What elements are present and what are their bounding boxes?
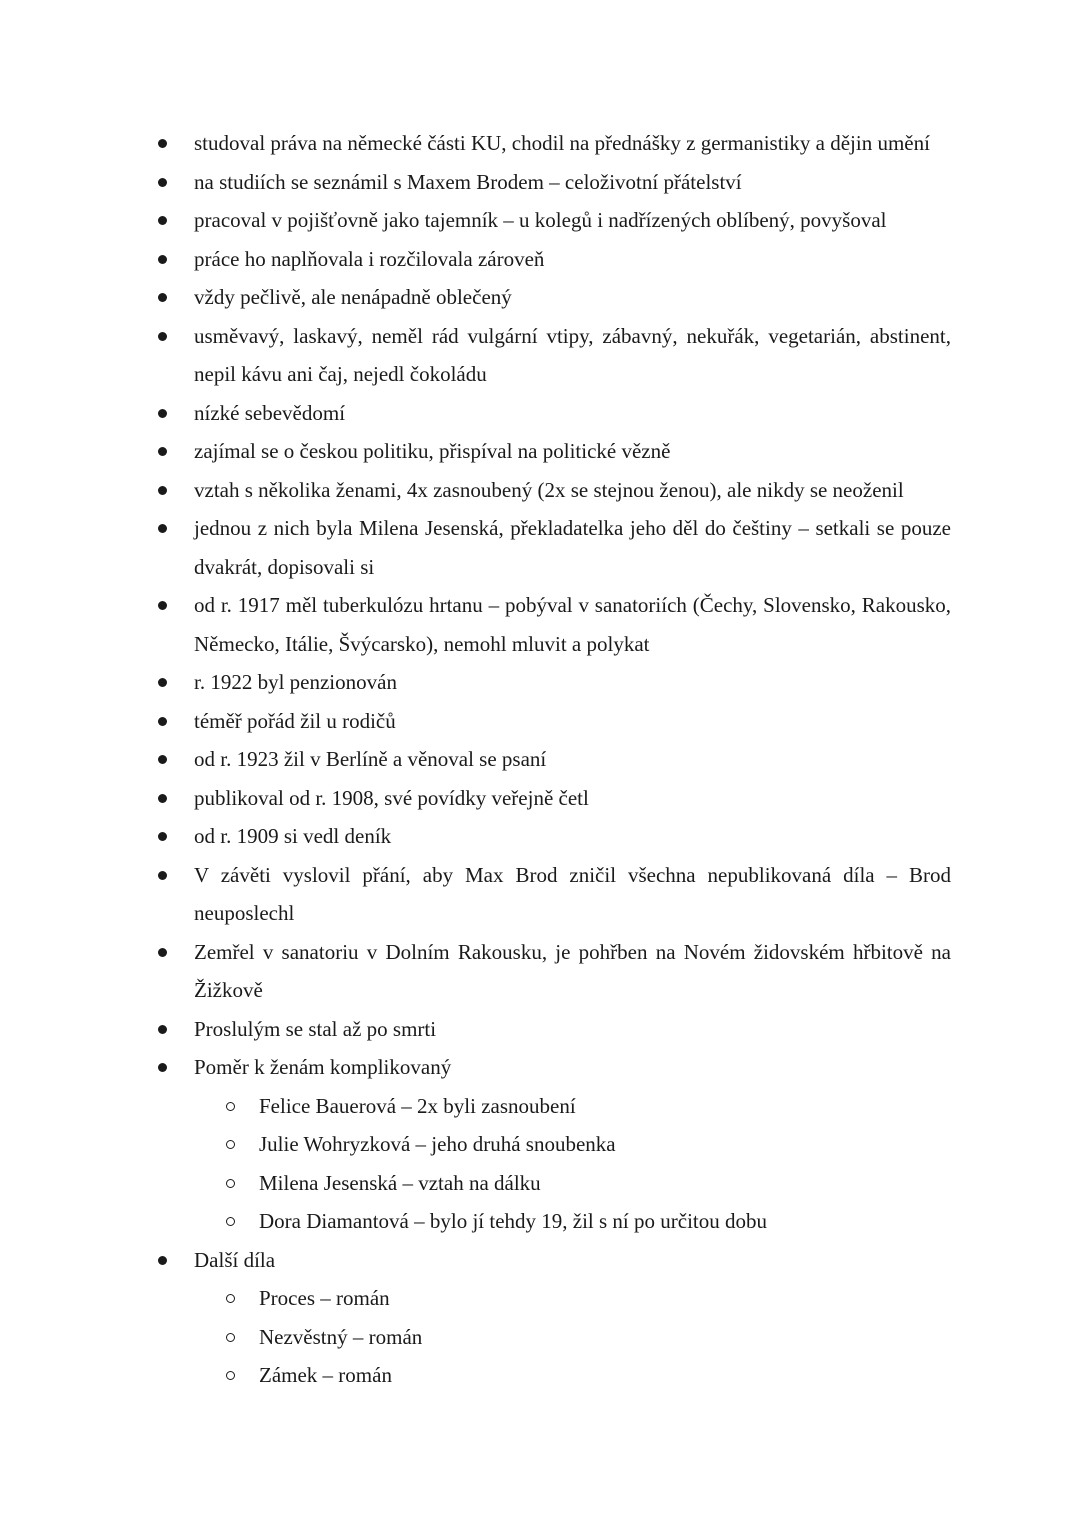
circle-bullet-icon xyxy=(226,1102,235,1111)
bullet-icon xyxy=(158,447,167,456)
list-item xyxy=(0,933,951,1010)
list-item-text: práce ho naplňovala i rozčilovala zároveň xyxy=(194,246,545,271)
bullet-icon xyxy=(158,486,167,495)
women-sublist-container xyxy=(0,1087,1080,1241)
list-item xyxy=(0,779,951,818)
bullet-icon xyxy=(158,871,167,880)
list-item-text: zajímal se o českou politiku, přispíval na politické vězně xyxy=(194,439,671,463)
document-page xyxy=(0,124,1080,1395)
bullet-icon xyxy=(158,832,167,841)
sublist-item-text: Zámek – román xyxy=(259,1363,392,1387)
bullet-icon xyxy=(158,794,167,803)
list-item xyxy=(0,856,951,933)
bullet-icon xyxy=(158,409,167,418)
list-item-text: od r. 1923 žil v Berlíně a věnoval se psaní xyxy=(194,747,547,771)
sublist-item-text: Nezvěstný – román xyxy=(259,1324,423,1349)
bullet-icon xyxy=(158,755,167,764)
bullet-icon xyxy=(158,255,167,264)
list-item-works xyxy=(0,1241,951,1280)
list-item xyxy=(0,163,951,202)
works-sublist xyxy=(0,1279,1080,1395)
circle-bullet-icon xyxy=(226,1294,235,1303)
sublist-item xyxy=(0,1279,951,1318)
sublist-item xyxy=(0,1087,951,1126)
list-item-women xyxy=(0,1048,951,1087)
bullet-icon xyxy=(158,293,167,302)
sublist-item xyxy=(0,1202,951,1241)
list-item xyxy=(0,586,951,663)
list-item-text: vždy pečlivě, ale nenápadně oblečený xyxy=(194,285,512,309)
list-item-text: pracoval v pojišťovně jako tajemník – u kolegů i nadřízených oblíbený, povyšoval xyxy=(194,208,887,232)
bullet-icon xyxy=(158,1063,167,1072)
list-item xyxy=(0,663,951,702)
list-item-text: publikoval od r. 1908, své povídky veřejně četl xyxy=(194,785,589,810)
list-item xyxy=(0,201,951,240)
list-item-text: r. 1922 byl penzionován xyxy=(194,670,397,694)
list-item xyxy=(0,471,951,510)
list-item-text: od r. 1917 měl tuberkulózu hrtanu – pobýval v sanatoriích (Čechy, Slovensko, Rakousko, Německo, Itálie, Švýcarsko), nemohl mluvit a polykat xyxy=(194,593,951,656)
bullet-icon xyxy=(158,948,167,957)
list-item xyxy=(0,394,951,433)
sublist-item xyxy=(0,1318,951,1357)
circle-bullet-icon xyxy=(226,1333,235,1342)
list-item xyxy=(0,1010,951,1049)
sublist-item-text: Dora Diamantová – bylo jí tehdy 19, žil s ní po určitou dobu xyxy=(259,1209,767,1233)
list-item-text: studoval práva na německé části KU, chodil na přednášky z germanistiky a dějin umění xyxy=(194,131,930,155)
works-heading: Další díla xyxy=(194,1247,276,1272)
sublist-item xyxy=(0,1356,951,1395)
list-item xyxy=(0,740,951,779)
bullet-list xyxy=(0,124,1080,1395)
list-item xyxy=(0,432,951,471)
list-item-text: V závěti vyslovil přání, aby Max Brod zničil všechna nepublikovaná díla – Brod neuposlechl xyxy=(194,862,951,925)
bullet-icon xyxy=(158,1256,167,1265)
circle-bullet-icon xyxy=(226,1217,235,1226)
list-item-text: od r. 1909 si vedl deník xyxy=(194,824,392,848)
circle-bullet-icon xyxy=(226,1179,235,1188)
list-item-text: usměvavý, laskavý, neměl rád vulgární vtipy, zábavný, nekuřák, vegetarián, abstinent, nepil kávu ani čaj, nejedl čokoládu xyxy=(194,323,951,386)
bullet-icon xyxy=(158,601,167,610)
sublist-item-text: Julie Wohryzková – jeho druhá snoubenka xyxy=(259,1132,616,1156)
works-sublist-container xyxy=(0,1279,1080,1395)
sublist-item xyxy=(0,1125,951,1164)
women-sublist xyxy=(0,1087,1080,1241)
sublist-item xyxy=(0,1164,951,1203)
bullet-icon xyxy=(158,717,167,726)
list-item xyxy=(0,317,951,394)
sublist-item-text: Proces – román xyxy=(259,1286,390,1310)
sublist-item-text: Milena Jesenská – vztah na dálku xyxy=(259,1170,541,1195)
bullet-icon xyxy=(158,678,167,687)
list-item xyxy=(0,817,951,856)
list-item xyxy=(0,124,951,163)
list-item-text: jednou z nich byla Milena Jesenská, překladatelka jeho děl do češtiny – setkali se pouze dvakrát, dopisovali si xyxy=(194,516,951,579)
bullet-icon xyxy=(158,139,167,148)
list-item-text: vztah s několika ženami, 4x zasnoubený (2x se stejnou ženou), ale nikdy se neoženil xyxy=(194,477,904,502)
bullet-icon xyxy=(158,1025,167,1034)
bullet-icon xyxy=(158,178,167,187)
bullet-icon xyxy=(158,332,167,341)
circle-bullet-icon xyxy=(226,1371,235,1380)
women-heading: Poměr k ženám komplikovaný xyxy=(194,1055,452,1079)
list-item xyxy=(0,702,951,741)
list-item xyxy=(0,509,951,586)
list-item-text: Proslulým se stal až po smrti xyxy=(194,1016,437,1041)
list-item-text: téměř pořád žil u rodičů xyxy=(194,708,396,733)
list-item xyxy=(0,278,951,317)
list-item-text: na studiích se seznámil s Maxem Brodem – celoživotní přátelství xyxy=(194,169,742,194)
circle-bullet-icon xyxy=(226,1140,235,1149)
sublist-item-text: Felice Bauerová – 2x byli zasnoubení xyxy=(259,1093,576,1118)
bullet-icon xyxy=(158,216,167,225)
list-item-text: nízké sebevědomí xyxy=(194,400,346,425)
list-item xyxy=(0,240,951,279)
bullet-icon xyxy=(158,524,167,533)
list-item-text: Zemřel v sanatoriu v Dolním Rakousku, je pohřben na Novém židovském hřbitově na Žižkově xyxy=(194,939,951,1002)
